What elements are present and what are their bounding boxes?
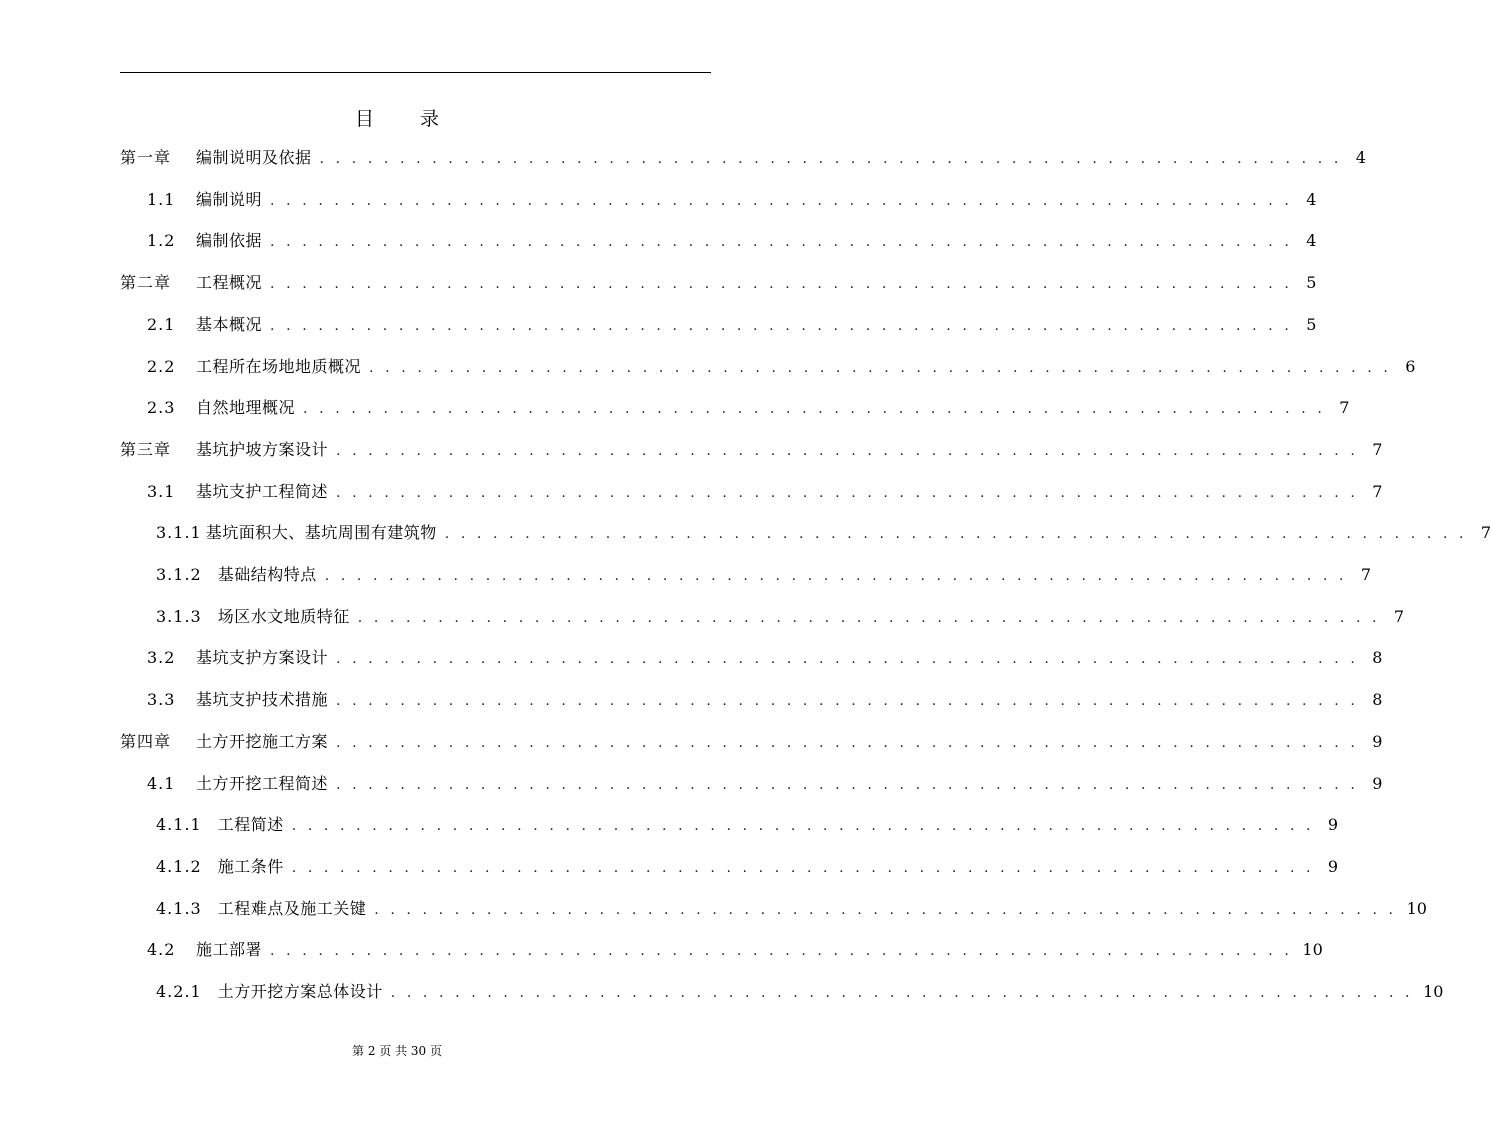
toc-entry[interactable] bbox=[156, 854, 1339, 880]
toc-leader-dots: . . . . . . . . . . . . . . . . . . . . . . . . . . . . . . . . . . . . . . . . . . . . . . . . . . . . . . . . . . . . . . . . bbox=[270, 234, 1293, 251]
toc-entry-number: 2.1 bbox=[147, 314, 176, 334]
toc-entry-number: 4.1 bbox=[147, 773, 176, 793]
toc-entry-label: 基本概况 bbox=[196, 314, 263, 334]
toc-entry[interactable] bbox=[147, 771, 1383, 797]
toc-entry-number: 3.2 bbox=[147, 648, 176, 668]
toc-leader-dots: . . . . . . . . . . . . . . . . . . . . . . . . . . . . . . . . . . . . . . . . . . . . . . . . . . . . . . . . . . . . . . . . bbox=[270, 276, 1293, 293]
toc-entry-page: 7 bbox=[1339, 398, 1350, 418]
toc-entry-page: 5 bbox=[1306, 314, 1317, 334]
toc-entry-label: 施工部署 bbox=[196, 940, 263, 960]
toc-entry-label: 工程所在场地地质概况 bbox=[196, 356, 362, 376]
toc-leader-dots: . . . . . . . . . . . . . . . . . . . . . . . . . . . . . . . . . . . . . . . . . . . . . . . . . . . . . . . . . . . . . . . . bbox=[336, 651, 1359, 668]
toc-entry-page: 7 bbox=[1372, 439, 1383, 459]
toc-entry[interactable] bbox=[147, 687, 1383, 713]
toc-entry-label: 基坑护坡方案设计 bbox=[196, 439, 329, 459]
toc-leader-dots: . . . . . . . . . . . . . . . . . . . . . . . . . . . . . . . . . . . . . . . . . . . . . . . . . . . . . . . . . . . . . . . . bbox=[303, 401, 1326, 418]
toc-entry-label: 自然地理概况 bbox=[196, 398, 296, 418]
toc-entry[interactable] bbox=[147, 645, 1383, 671]
toc-entry-page: 8 bbox=[1372, 648, 1383, 668]
toc-leader-dots: . . . . . . . . . . . . . . . . . . . . . . . . . . . . . . . . . . . . . . . . . . . . . . . . . . . . . . . . . . . . . . . . bbox=[390, 985, 1414, 1001]
toc-entry[interactable] bbox=[156, 896, 1427, 922]
toc-entry-label: 编制说明 bbox=[196, 189, 263, 209]
toc-entry[interactable] bbox=[120, 437, 1383, 463]
toc-entry[interactable] bbox=[156, 562, 1372, 588]
toc-entry-page: 7 bbox=[1393, 606, 1405, 626]
toc-entry-page: 9 bbox=[1372, 773, 1383, 793]
toc-entry[interactable] bbox=[147, 479, 1383, 505]
toc-entry-page: 4 bbox=[1306, 231, 1317, 251]
toc-entry-number: 4.2 bbox=[147, 940, 176, 960]
toc-entry-number: 1.2 bbox=[147, 231, 176, 251]
toc-entry-number: 2.2 bbox=[147, 356, 176, 376]
toc-entry-label: 编制说明及依据 bbox=[196, 148, 312, 167]
toc-entry-page: 10 bbox=[1423, 982, 1444, 1001]
toc-entry-number: 第四章 bbox=[120, 731, 172, 751]
toc-entry-page: 10 bbox=[1406, 898, 1427, 918]
toc-entry-number: 第一章 bbox=[120, 148, 172, 167]
page-footer: 第 2 页 共 30 页 bbox=[352, 1044, 442, 1058]
toc-entry-page: 6 bbox=[1405, 356, 1416, 376]
toc-leader-dots: . . . . . . . . . . . . . . . . . . . . . . . . . . . . . . . . . . . . . . . . . . . . . . . . . . . . . . . . . . . . . . . . bbox=[270, 192, 1293, 209]
toc-entry-number: 4.2.1 bbox=[156, 982, 202, 1001]
header-rule bbox=[120, 72, 711, 73]
toc-entry-page: 4 bbox=[1355, 148, 1366, 167]
toc-leader-dots: . . . . . . . . . . . . . . . . . . . . . . . . . . . . . . . . . . . . . . . . . . . . . . . . . . . . . . . . . . . . . . . . bbox=[270, 317, 1293, 334]
toc-entry-label: 基坑支护技术措施 bbox=[196, 690, 329, 710]
toc-entry[interactable] bbox=[156, 812, 1339, 838]
toc-entry[interactable] bbox=[147, 354, 1416, 380]
toc-leader-dots: . . . . . . . . . . . . . . . . . . . . . . . . . . . . . . . . . . . . . . . . . . . . . . . . . . . . . . . . . . . . . . . . bbox=[357, 609, 1381, 626]
toc-entry[interactable] bbox=[120, 145, 1366, 171]
toc-entry[interactable] bbox=[156, 604, 1405, 630]
toc-leader-dots: . . . . . . . . . . . . . . . . . . . . . . . . . . . . . . . . . . . . . . . . . . . . . . . . . . . . . . . . . . . . . . . . bbox=[291, 859, 1315, 876]
toc-entry-label: 基坑支护工程简述 bbox=[196, 481, 329, 501]
toc-entry-label: 土方开挖工程简述 bbox=[196, 773, 329, 793]
toc-leader-dots: . . . . . . . . . . . . . . . . . . . . . . . . . . . . . . . . . . . . . . . . . . . . . . . . . . . . . . . . . . . . . . . . bbox=[336, 776, 1359, 793]
toc-entry-number: 4.1.1 bbox=[156, 815, 202, 835]
toc-entry-page: 4 bbox=[1306, 189, 1317, 209]
toc-entry-number: 3.1.2 bbox=[156, 565, 202, 584]
toc-entry-page: 9 bbox=[1327, 856, 1339, 876]
toc-entry-number: 第二章 bbox=[120, 273, 172, 293]
toc-entry-page: 9 bbox=[1327, 815, 1339, 835]
toc-entry-label: 场区水文地质特征 bbox=[217, 606, 350, 626]
toc-leader-dots: . . . . . . . . . . . . . . . . . . . . . . . . . . . . . . . . . . . . . . . . . . . . . . . . . . . . . . . . . . . . . . . . bbox=[324, 568, 1348, 584]
toc-entry-page: 7 bbox=[1372, 481, 1383, 501]
toc-entry-page: 5 bbox=[1306, 273, 1317, 293]
toc-entry[interactable] bbox=[156, 520, 1491, 546]
toc-entry-page: 7 bbox=[1480, 523, 1491, 543]
toc-entry-number: 3.3 bbox=[147, 690, 176, 710]
toc-entry-page: 8 bbox=[1372, 690, 1383, 710]
toc-entry-label: 土方开挖方案总体设计 bbox=[217, 982, 383, 1001]
toc-entry[interactable] bbox=[147, 395, 1350, 421]
toc-entry-page: 7 bbox=[1360, 565, 1372, 584]
toc-entry-number: 4.1.2 bbox=[156, 856, 202, 876]
toc-entry-label: 施工条件 bbox=[217, 856, 284, 876]
toc-entry-label: 工程简述 bbox=[217, 815, 284, 835]
toc-entry[interactable] bbox=[147, 187, 1317, 213]
toc-entry[interactable] bbox=[156, 979, 1444, 1005]
toc-entry-label: 工程难点及施工关键 bbox=[217, 898, 367, 918]
toc-entry-number: 3.1.1 bbox=[156, 523, 202, 543]
toc-entry-label: 基坑面积大、基坑周围有建筑物 bbox=[205, 523, 437, 543]
toc-entry-number: 3.1 bbox=[147, 481, 176, 501]
toc-title-char-1: 目 bbox=[354, 108, 374, 130]
toc-entry[interactable] bbox=[120, 729, 1383, 755]
toc-entry-number: 第三章 bbox=[120, 439, 172, 459]
toc-leader-dots: . . . . . . . . . . . . . . . . . . . . . . . . . . . . . . . . . . . . . . . . . . . . . . . . . . . . . . . . . . . . . . . . bbox=[336, 693, 1359, 710]
toc-leader-dots: . . . . . . . . . . . . . . . . . . . . . . . . . . . . . . . . . . . . . . . . . . . . . . . . . . . . . . . . . . . . . . . . bbox=[336, 442, 1359, 459]
toc-entry[interactable] bbox=[120, 270, 1317, 296]
toc-entry-page: 9 bbox=[1372, 731, 1383, 751]
toc-entry-label: 土方开挖施工方案 bbox=[196, 731, 329, 751]
toc-leader-dots: . . . . . . . . . . . . . . . . . . . . . . . . . . . . . . . . . . . . . . . . . . . . . . . . . . . . . . . . . . . . . . . . bbox=[336, 484, 1359, 501]
toc-entry-page: 10 bbox=[1302, 940, 1323, 960]
toc-title-char-2: 录 bbox=[420, 108, 440, 130]
toc-entry-number: 3.1.3 bbox=[156, 606, 202, 626]
toc-entry-label: 基础结构特点 bbox=[217, 565, 317, 584]
toc-entry[interactable] bbox=[147, 312, 1317, 338]
toc-entry-number: 4.1.3 bbox=[156, 898, 202, 918]
toc-entry-label: 工程概况 bbox=[196, 273, 263, 293]
toc-leader-dots: . . . . . . . . . . . . . . . . . . . . . . . . . . . . . . . . . . . . . . . . . . . . . . . . . . . . . . . . . . . . . . . . bbox=[444, 526, 1468, 543]
toc-entry-number: 1.1 bbox=[147, 189, 176, 209]
toc-entry-number: 2.3 bbox=[147, 398, 176, 418]
toc-leader-dots: . . . . . . . . . . . . . . . . . . . . . . . . . . . . . . . . . . . . . . . . . . . . . . . . . . . . . . . . . . . . . . . . bbox=[369, 359, 1392, 376]
toc-leader-dots: . . . . . . . . . . . . . . . . . . . . . . . . . . . . . . . . . . . . . . . . . . . . . . . . . . . . . . . . . . . . . . . . bbox=[319, 151, 1342, 167]
toc-title bbox=[0, 104, 794, 131]
toc-entry-label: 编制依据 bbox=[196, 231, 263, 251]
toc-leader-dots: . . . . . . . . . . . . . . . . . . . . . . . . . . . . . . . . . . . . . . . . . . . . . . . . . . . . . . . . . . . . . . . . bbox=[374, 901, 1397, 918]
toc-leader-dots: . . . . . . . . . . . . . . . . . . . . . . . . . . . . . . . . . . . . . . . . . . . . . . . . . . . . . . . . . . . . . . . . bbox=[291, 818, 1315, 835]
toc-entry[interactable] bbox=[147, 937, 1323, 963]
toc-leader-dots: . . . . . . . . . . . . . . . . . . . . . . . . . . . . . . . . . . . . . . . . . . . . . . . . . . . . . . . . . . . . . . . . bbox=[336, 734, 1359, 751]
toc-leader-dots: . . . . . . . . . . . . . . . . . . . . . . . . . . . . . . . . . . . . . . . . . . . . . . . . . . . . . . . . . . . . . . . . bbox=[270, 943, 1293, 960]
toc-entry-label: 基坑支护方案设计 bbox=[196, 648, 329, 668]
toc-entry[interactable] bbox=[147, 228, 1317, 254]
